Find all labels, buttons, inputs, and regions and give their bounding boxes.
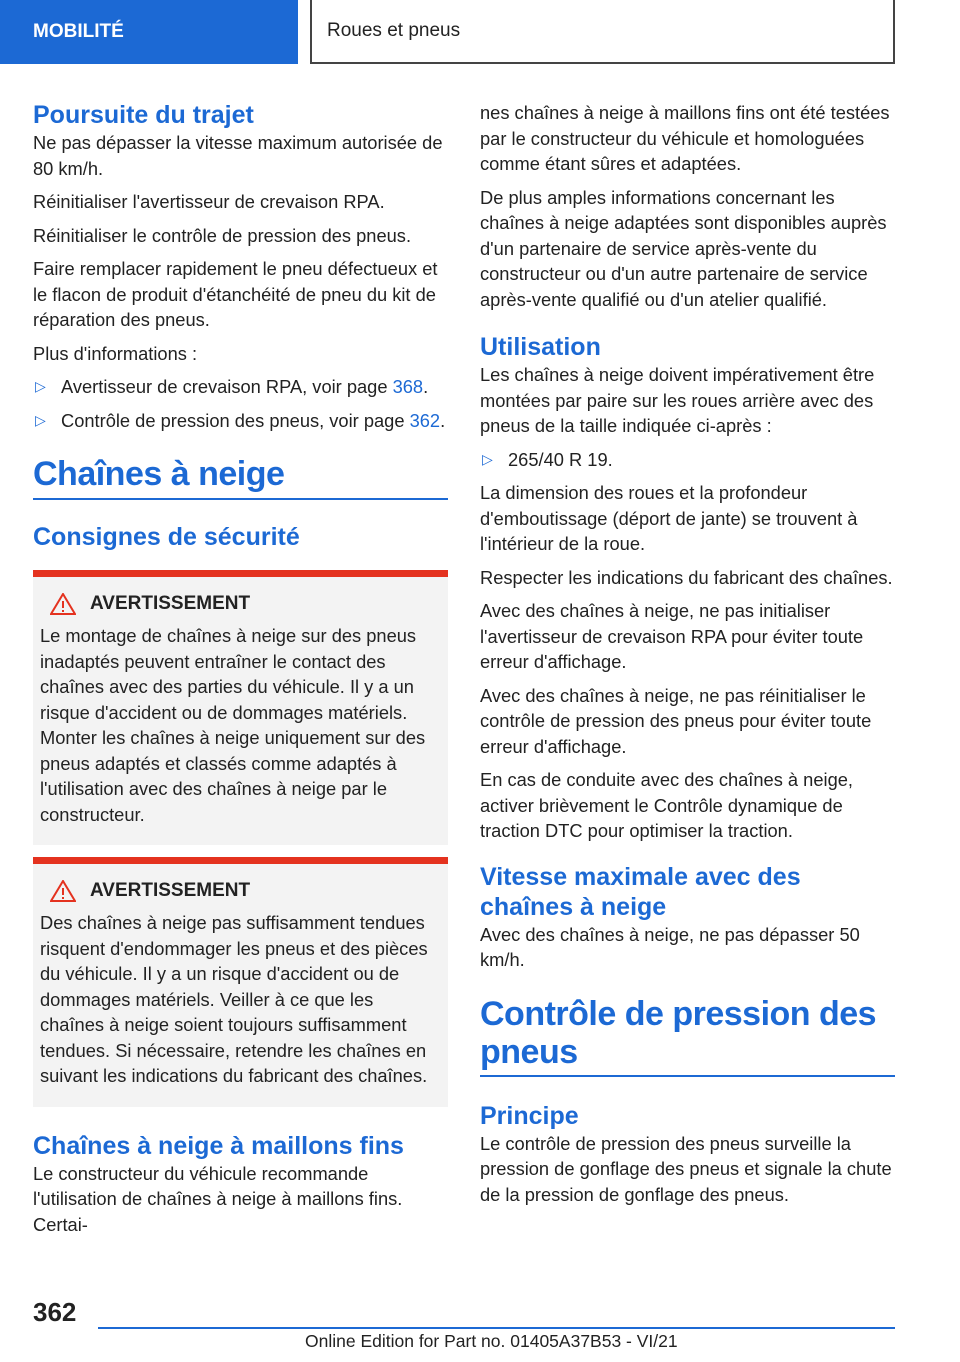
triangle-bullet-icon: ▷ <box>35 411 46 428</box>
warning-box-2 <box>33 857 448 1107</box>
warning-text: Des chaînes à neige pas suffisamment tendues risquent d'endommager les pneus et des pièces du véhicule. Il y a un risque d'accident ou de dommages matériels. Veiller à ce que les chaînes à neige soient toujours suffisamment tendues. Si nécessaire, retendre les chaînes en suivant les indications du fabricant des chaînes. <box>40 912 428 1086</box>
paragraph: Réinitialiser le contrôle de pression des pneus. <box>33 224 412 246</box>
paragraph: Plus d'informations : <box>33 342 198 364</box>
paragraph: Le constructeur du véhicule recommande l'utilisation de chaînes à neige à maillons fins. Certai- <box>33 1162 403 1235</box>
header-section: MOBILITÉ <box>0 0 298 64</box>
header-chapter: Roues et pneus <box>310 0 895 64</box>
left-column <box>33 100 448 1245</box>
size-list <box>480 447 895 473</box>
warning-title: AVERTISSEMENT <box>50 593 441 615</box>
heading-chaines-a-neige: Chaînes à neige <box>33 455 448 500</box>
paragraph: Réinitialiser l'avertisseur de crevaison RPA. <box>33 191 385 212</box>
page-number: 362 <box>33 1297 77 1327</box>
warning-box-1 <box>33 570 448 845</box>
footer-divider <box>98 1327 895 1329</box>
warning-title: AVERTISSEMENT <box>50 880 441 902</box>
heading-principe: Principe <box>480 1101 579 1130</box>
page-link-362[interactable]: 362 <box>409 409 441 431</box>
heading-controle-pression: Contrôle de pression des pneus <box>480 995 895 1077</box>
footer-edition: Online Edition for Part no. 01405A37B53 - VI/21 <box>305 1331 678 1351</box>
triangle-bullet-icon: ▷ <box>482 450 493 467</box>
paragraph: Les chaînes à neige doivent impérativement être montées par paire sur les roues arrière avec des pneus de la taille indiquée ci-après : <box>480 364 875 436</box>
list-item: ▷ 265/40 R 19. <box>480 447 895 473</box>
paragraph: De plus amples informations concernant les chaînes à neige adaptées sont disponibles auprès d'un partenaire de service après-vente du constructeur ou d'un autre partenaire de service après-vente qualifié ou d'un atelier qualifié. <box>480 186 887 310</box>
heading-consignes: Consignes de sécurité <box>33 523 300 551</box>
heading-poursuite: Poursuite du trajet <box>33 101 254 129</box>
info-list <box>33 374 448 433</box>
heading-vitesse: Vitesse maximale avec des chaînes à neige <box>480 862 801 921</box>
paragraph: Ne pas dépasser la vitesse maximum autorisée de 80 km/h. <box>33 132 443 179</box>
heading-maillons: Chaînes à neige à maillons fins <box>33 1131 404 1160</box>
heading-utilisation: Utilisation <box>480 333 601 361</box>
list-item: ▷ Contrôle de pression des pneus, voir page 362. <box>33 408 448 434</box>
right-column <box>480 100 895 1215</box>
warning-triangle-icon <box>50 593 76 615</box>
paragraph: Respecter les indications du fabricant des chaînes. <box>480 566 893 588</box>
paragraph: Le contrôle de pression des pneus surveille la pression de gonflage des pneus et signale la chute de la pression de gonflage des pneus. <box>480 1132 892 1205</box>
paragraph: La dimension des roues et la profondeur d'emboutissage (déport de jante) se trouvent à l'intérieur de la roue. <box>480 482 858 554</box>
paragraph: nes chaînes à neige à maillons fins ont été testées par le constructeur du véhicule et homologuées comme étant sûres et adaptées. <box>480 102 890 174</box>
paragraph: En cas de conduite avec des chaînes à neige, activer brièvement le Contrôle dynamique de traction DTC pour optimiser la traction. <box>480 769 853 841</box>
list-item: ▷ Avertisseur de crevaison RPA, voir page 368. <box>33 374 448 400</box>
warning-triangle-icon <box>50 880 76 902</box>
paragraph: Faire remplacer rapidement le pneu défectueux et le flacon de produit d'étanchéité de pneu du kit de réparation des pneus. <box>33 258 438 330</box>
page-link-368[interactable]: 368 <box>392 376 424 397</box>
paragraph: Avec des chaînes à neige, ne pas réinitialiser le contrôle de pression des pneus pour éviter toute erreur d'affichage. <box>480 684 872 757</box>
paragraph: Avec des chaînes à neige, ne pas initialiser l'avertisseur de crevaison RPA pour éviter toute erreur d'affichage. <box>480 600 864 672</box>
warning-text: Le montage de chaînes à neige sur des pneus inadaptés peuvent entraîner le contact des chaînes avec des parties du véhicule. Il y a un risque d'accident ou de dommages matériels. Monter les chaînes à neige uniquement sur des pneus adaptés et classés comme adaptés à l'utilisation avec des chaînes à neige par le constructeur. <box>40 625 426 825</box>
triangle-bullet-icon: ▷ <box>35 378 46 394</box>
paragraph: Avec des chaînes à neige, ne pas dépasser 50 km/h. <box>480 923 860 970</box>
